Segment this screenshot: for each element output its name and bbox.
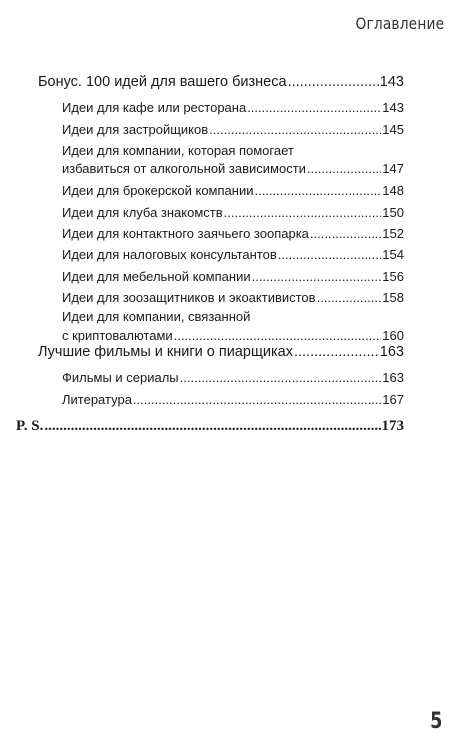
- toc-entry-alcohol[interactable]: [62, 161, 404, 176]
- toc-entry-label: Идеи для мебельной компании: [62, 269, 251, 284]
- toc-entry-label: Фильмы и сериалы: [62, 370, 179, 385]
- dot-leader: [310, 226, 381, 241]
- dot-leader: [288, 74, 379, 90]
- toc-entry-page: 156: [382, 269, 404, 284]
- toc-entry-literature[interactable]: [62, 392, 404, 407]
- toc-entry-label: Литература: [62, 392, 132, 407]
- toc-entry-page: 145: [382, 122, 404, 137]
- toc-entry-label: Идеи для зоозащитников и экоактивистов: [62, 290, 316, 305]
- toc-entry-label: Идеи для кафе или ресторана: [62, 100, 247, 115]
- toc-entry-page: 158: [382, 290, 404, 305]
- dot-leader: [174, 328, 382, 343]
- dot-leader: [307, 161, 381, 176]
- toc-entry-rabbit-zoo[interactable]: [62, 226, 404, 241]
- toc-entry-dating-club[interactable]: [62, 205, 404, 220]
- toc-entry-page: 154: [382, 247, 404, 262]
- dot-leader: [317, 290, 382, 305]
- toc-entry-page: 160: [382, 328, 404, 343]
- toc-entry-page: 167: [382, 392, 404, 407]
- toc-entry-label: Бонус. 100 идей для вашего бизнеса: [38, 74, 287, 90]
- toc-entry-cafe[interactable]: [62, 100, 404, 115]
- toc-entry-label: Лучшие фильмы и книги о пиарщиках: [38, 344, 293, 360]
- dot-leader: [278, 247, 382, 262]
- toc-entry-label: избавиться от алкогольной зависимости: [62, 161, 306, 176]
- toc-entry-page: 147: [382, 161, 404, 176]
- toc-entry-label-line1: Идеи для компании, связанной: [62, 309, 251, 324]
- running-header: Оглавление: [355, 14, 444, 33]
- toc-entry-page: 163: [382, 370, 404, 385]
- toc-entry-label-line1: Идеи для компании, которая помогает: [62, 143, 294, 158]
- toc-entry-page: 173: [381, 418, 404, 434]
- dot-leader: [247, 100, 381, 115]
- toc-entry-label: Идеи для контактного заячьего зоопарка: [62, 226, 309, 241]
- toc-entry-furniture[interactable]: [62, 269, 404, 284]
- dot-leader: [254, 183, 381, 198]
- toc-entry-label: Идеи для налоговых консультантов: [62, 247, 277, 262]
- toc-entry-page: 150: [382, 205, 404, 220]
- dot-leader: [252, 269, 382, 284]
- toc-entry-broker[interactable]: [62, 183, 404, 198]
- toc-entry-films-books[interactable]: [38, 344, 404, 360]
- dot-leader: [133, 392, 381, 407]
- toc-entry-page: 143: [379, 74, 404, 90]
- toc-entry-crypto[interactable]: [62, 328, 404, 343]
- dot-leader: [180, 370, 382, 385]
- dot-leader: [44, 418, 380, 435]
- toc-entry-films[interactable]: [62, 370, 404, 385]
- toc-entry-page: 143: [382, 100, 404, 115]
- toc-entry-page: 152: [382, 226, 404, 241]
- toc-entry-page: 148: [382, 183, 404, 198]
- toc-entry-label: P. S.: [16, 418, 44, 434]
- toc-entry-label: с криптовалютами: [62, 328, 173, 343]
- page-number: 5: [429, 709, 442, 734]
- toc-entry-developers[interactable]: [62, 122, 404, 137]
- dot-leader: [294, 344, 379, 360]
- toc-entry-ps[interactable]: [16, 418, 404, 435]
- toc-entry-label: Идеи для клуба знакомств: [62, 205, 223, 220]
- toc-entry-eco[interactable]: [62, 290, 404, 305]
- dot-leader: [209, 122, 381, 137]
- toc-entry-label: Идеи для застройщиков: [62, 122, 209, 137]
- toc-entry-tax[interactable]: [62, 247, 404, 262]
- toc-entry-bonus[interactable]: [38, 74, 404, 90]
- toc-entry-page: 163: [379, 344, 404, 360]
- toc-entry-label: Идеи для брокерской компании: [62, 183, 254, 198]
- dot-leader: [224, 205, 382, 220]
